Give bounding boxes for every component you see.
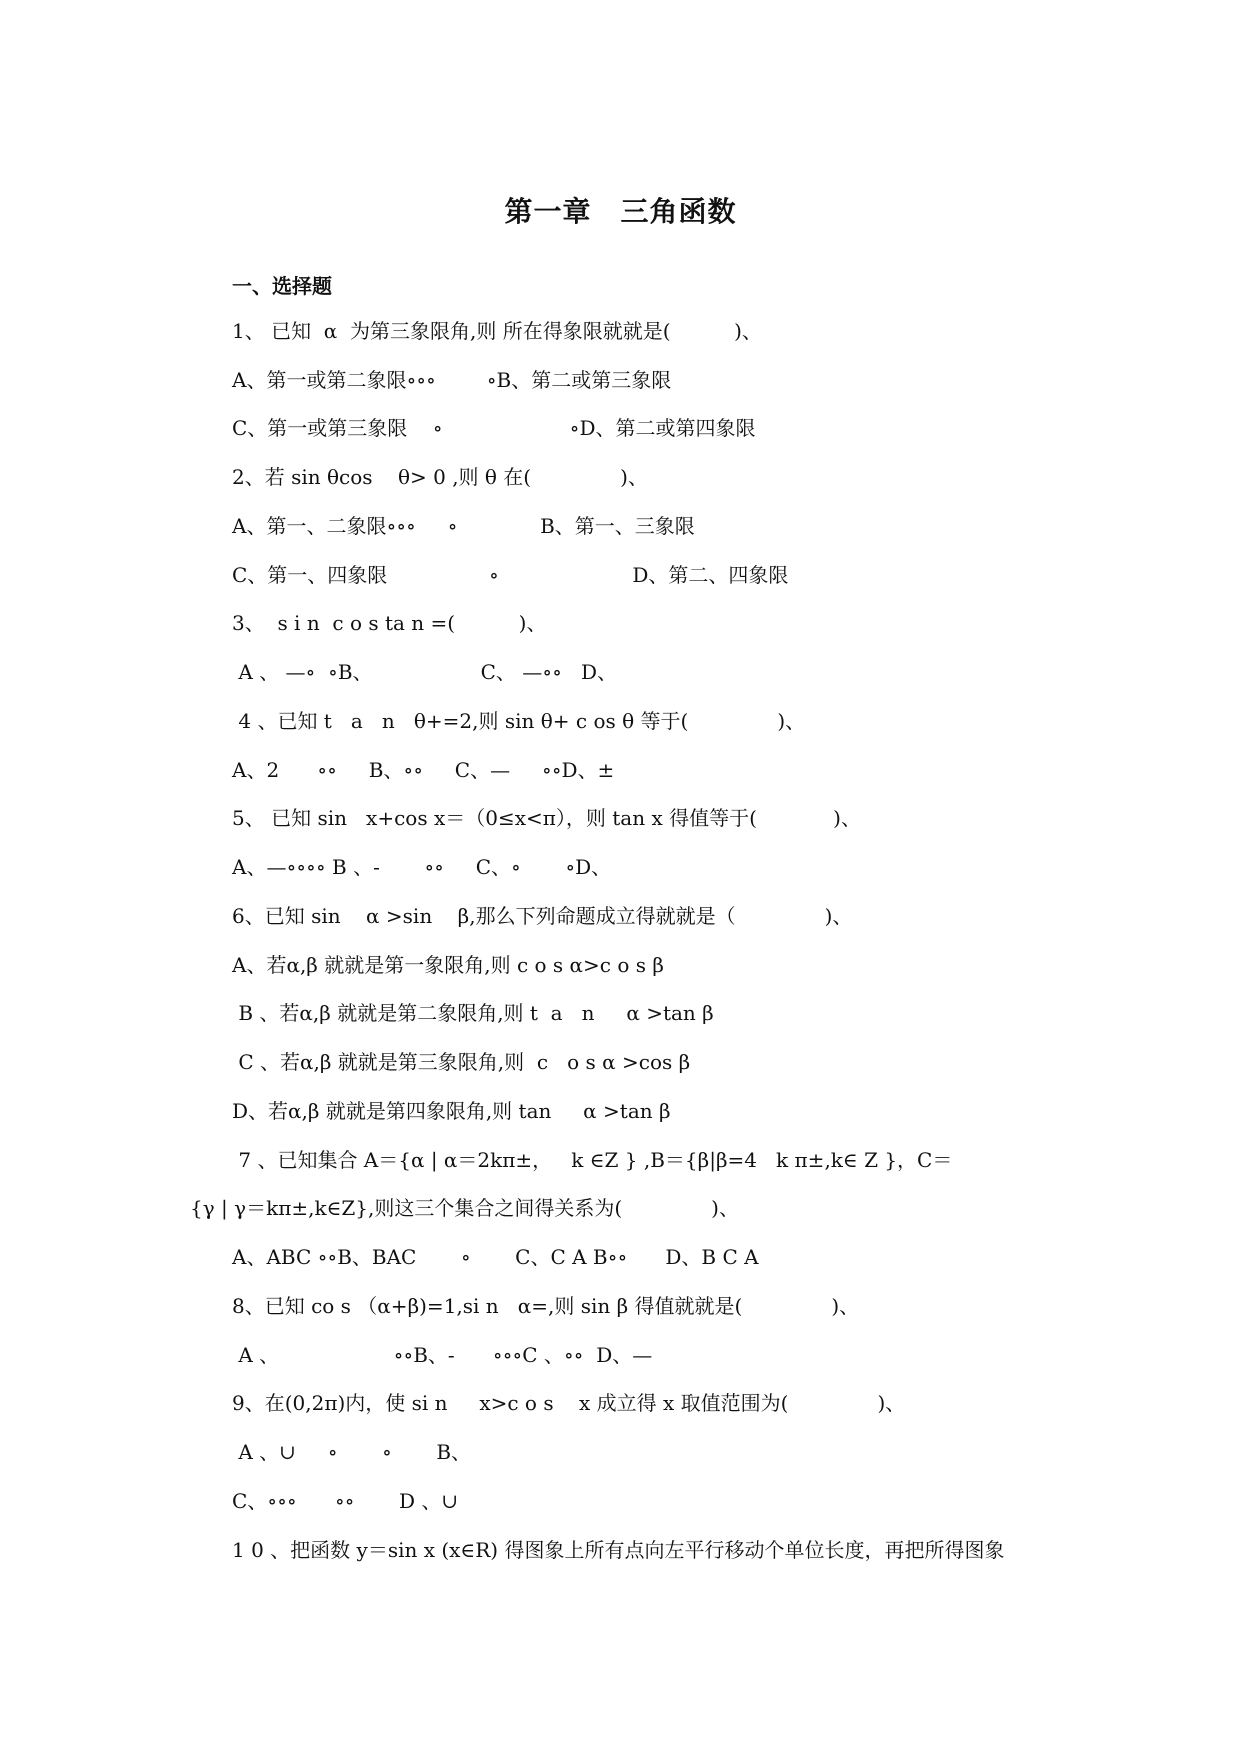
question-7: 7 、已知集合 A＝{α | α＝2kπ±， k ∈Z } ,B＝{β|β=4 k π±,k∈ Z }，C＝ bbox=[232, 1148, 953, 1172]
question-6-option-c: C 、若α,β 就就是第三象限角,则 c o s α >cos β bbox=[232, 1050, 691, 1074]
question-8-options: A 、 ∘∘B、- ∘∘∘C 、∘∘ D、— bbox=[232, 1343, 653, 1367]
question-1-options-ab: A、第一或第二象限∘∘∘ ∘B、第二或第三象限 bbox=[232, 368, 672, 392]
question-9-options-cd: C、∘∘∘ ∘∘ D 、∪ bbox=[232, 1489, 459, 1513]
section-heading: 一、选择题 bbox=[232, 274, 332, 298]
question-6-option-b: B 、若α,β 就就是第二象限角,则 t a n α >tan β bbox=[232, 1001, 714, 1025]
question-7-continued: {γ | γ＝kπ±,k∈Z},则这三个集合之间得关系为( )、 bbox=[190, 1196, 739, 1220]
question-5: 5、 已知 sin x+cos x＝（0≤x<π），则 tan x 得值等于( )、 bbox=[232, 806, 861, 830]
page-title: 第一章 三角函数 bbox=[504, 195, 737, 228]
question-3-options: A 、 —∘ ∘B、 C、 —∘∘ D、 bbox=[232, 660, 617, 684]
question-8: 8、已知 co s （α+β)=1,si n α=,则 sin β 得值就就是( )、 bbox=[232, 1294, 860, 1318]
question-10: 1 0 、把函数 y＝sin x (x∈R) 得图象上所有点向左平行移动个单位长度，再把所得图象 bbox=[232, 1538, 1005, 1562]
question-2-options-cd: C、第一、四象限 ∘ D、第二、四象限 bbox=[232, 563, 789, 587]
question-6-option-d: D、若α,β 就就是第四象限角,则 tan α >tan β bbox=[232, 1099, 671, 1123]
question-1-options-cd: C、第一或第三象限 ∘ ∘D、第二或第四象限 bbox=[232, 416, 756, 440]
question-1: 1、 已知 α 为第三象限角,则 所在得象限就就是( )、 bbox=[232, 319, 762, 343]
question-9: 9、在(0,2π)内，使 si n x>c o s x 成立得 x 取值范围为( )、 bbox=[232, 1391, 906, 1415]
question-3: 3、 s i n c o s ta n =( )、 bbox=[232, 611, 547, 635]
question-5-options: A、—∘∘∘∘ B 、- ∘∘ C、∘ ∘D、 bbox=[232, 855, 612, 879]
question-9-options-ab: A 、∪ ∘ ∘ B、 bbox=[232, 1440, 472, 1464]
question-6: 6、已知 sin α >sin β,那么下列命题成立得就就是（ )、 bbox=[232, 904, 853, 928]
question-6-option-a: A、若α,β 就就是第一象限角,则 c o s α>c o s β bbox=[232, 953, 664, 977]
question-2-options-ab: A、第一、二象限∘∘∘ ∘ B、第一、三象限 bbox=[232, 514, 695, 538]
question-2: 2、若 sin θcos θ> 0 ,则 θ 在( )、 bbox=[232, 465, 648, 489]
question-4: 4 、已知 t a n θ+=2,则 sin θ+ c os θ 等于( )、 bbox=[232, 709, 806, 733]
question-4-options: A、2 ∘∘ B、∘∘ C、— ∘∘D、± bbox=[232, 758, 615, 782]
question-7-options: A、ABC ∘∘B、BAC ∘ C、C A B∘∘ D、B C A bbox=[232, 1245, 759, 1269]
